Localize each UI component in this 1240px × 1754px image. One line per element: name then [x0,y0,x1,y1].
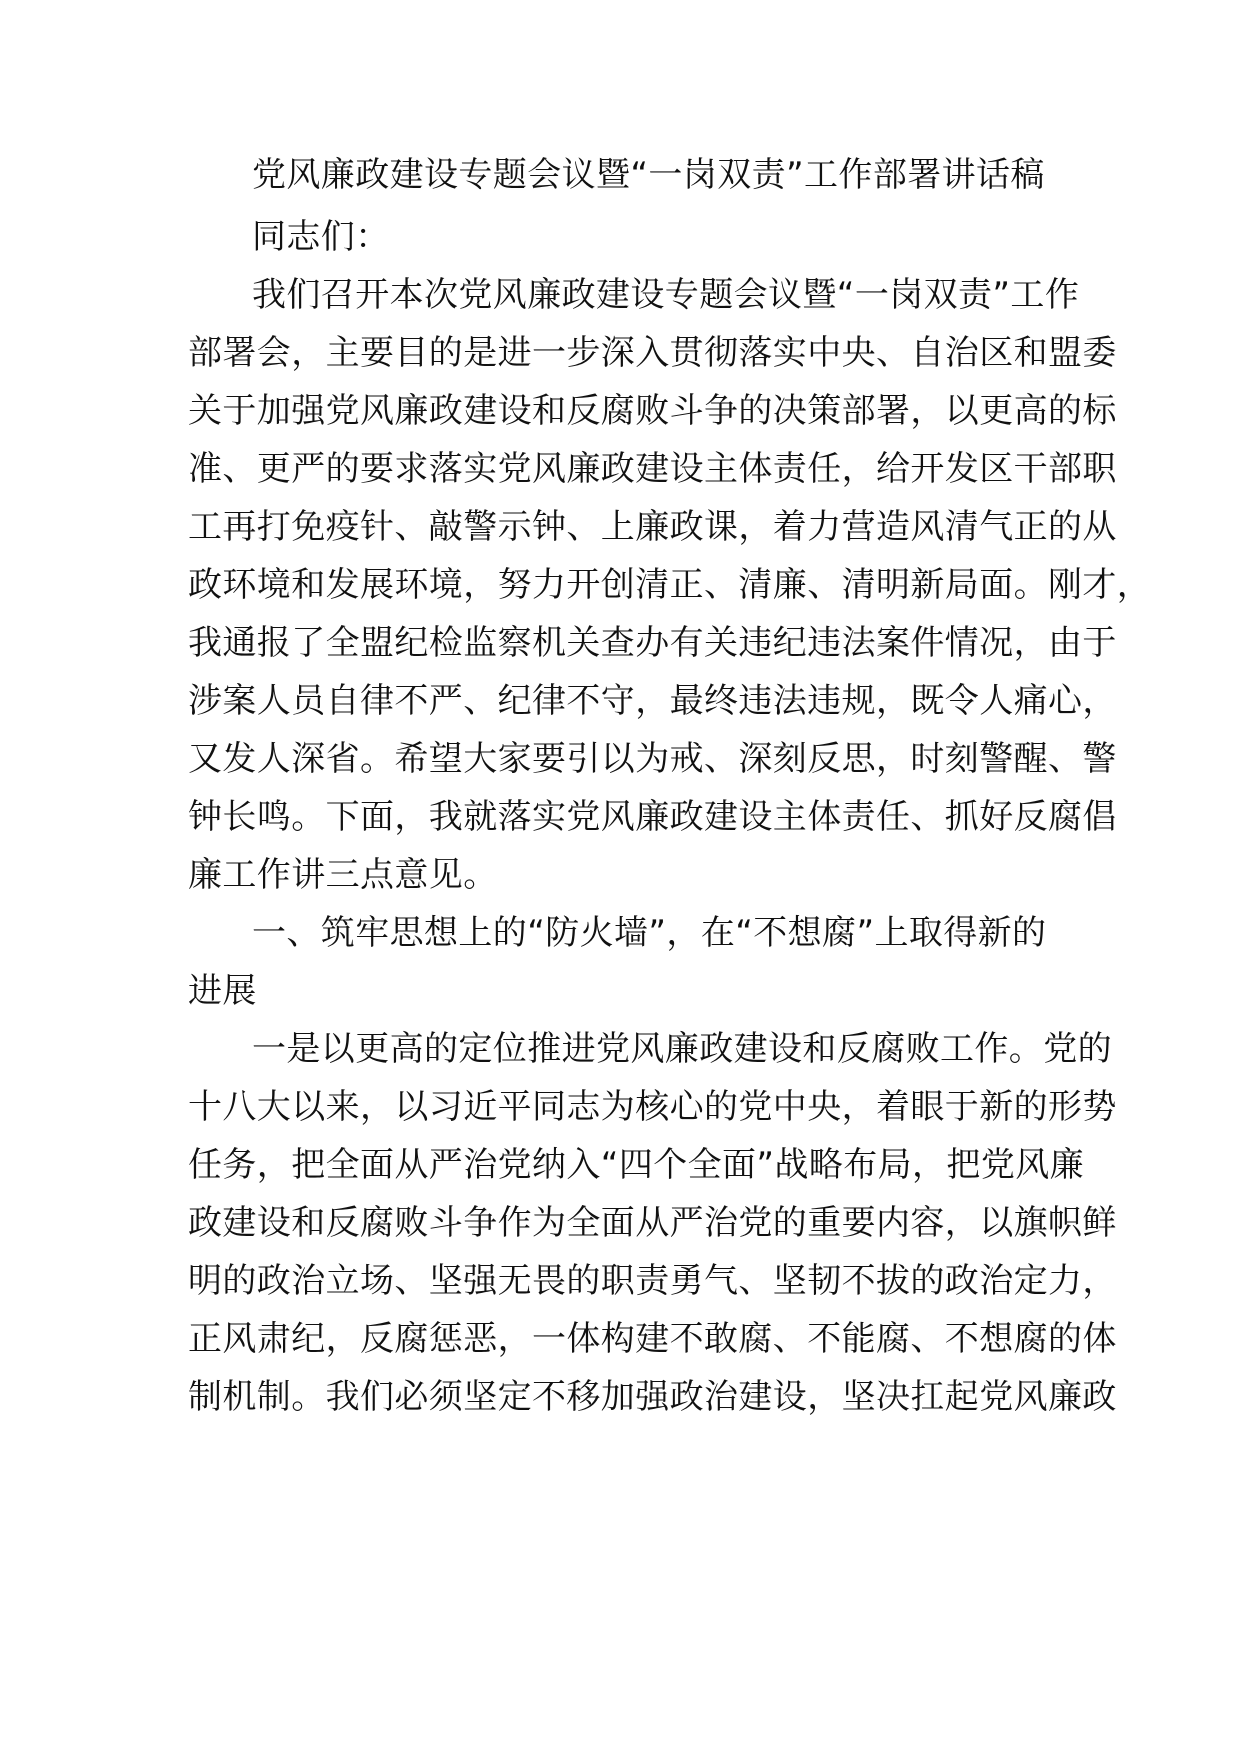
text-line: 一是以更高的定位推进党风廉政建设和反腐败工作。党的 [252,1029,1112,1069]
text-line: 涉案人员自律不严、纪律不守，最终违法违规，既令人痛心， [188,681,1117,721]
text-line: 部署会，主要目的是进一步深入贯彻落实中央、自治区和盟委 [188,333,1117,373]
salutation: 同志们： [252,217,390,257]
text-line: 制机制。我们必须坚定不移加强政治建设，坚决扛起党风廉政 [188,1377,1117,1417]
text-line: 任务，把全面从严治党纳入“四个全面”战略布局，把党风廉 [188,1145,1085,1185]
text-line: 我通报了全盟纪检监察机关查办有关违纪违法案件情况，由于 [188,623,1117,663]
section-heading-continued: 进展 [188,971,257,1011]
text-line: 政建设和反腐败斗争作为全面从严治党的重要内容，以旗帜鲜 [188,1203,1117,1243]
text-line: 明的政治立场、坚强无畏的职责勇气、坚韧不拔的政治定力， [188,1261,1117,1301]
text-line: 钟长鸣。下面，我就落实党风廉政建设主体责任、抓好反腐倡 [188,797,1117,837]
text-line: 准、更严的要求落实党风廉政建设主体责任，给开发区干部职 [188,449,1117,489]
text-line: 工再打免疫针、敲警示钟、上廉政课，着力营造风清气正的从 [188,507,1117,547]
text-line: 十八大以来，以习近平同志为核心的党中央，着眼于新的形势 [188,1087,1117,1127]
section-heading: 一、筑牢思想上的“防火墙”，在“不想腐”上取得新的 [252,913,1047,953]
text-line: 廉工作讲三点意见。 [188,855,498,895]
text-line: 我们召开本次党风廉政建设专题会议暨“一岗双责”工作 [252,275,1080,315]
document-title: 党风廉政建设专题会议暨“一岗双责”工作部署讲话稿 [252,155,1045,195]
text-line: 正风肃纪，反腐惩恶，一体构建不敢腐、不能腐、不想腐的体 [188,1319,1117,1359]
text-line: 又发人深省。希望大家要引以为戒、深刻反思，时刻警醒、警 [188,739,1117,779]
text-line: 关于加强党风廉政建设和反腐败斗争的决策部署，以更高的标 [188,391,1117,431]
text-line: 政环境和发展环境，努力开创清正、清廉、清明新局面。刚才， [188,565,1152,605]
